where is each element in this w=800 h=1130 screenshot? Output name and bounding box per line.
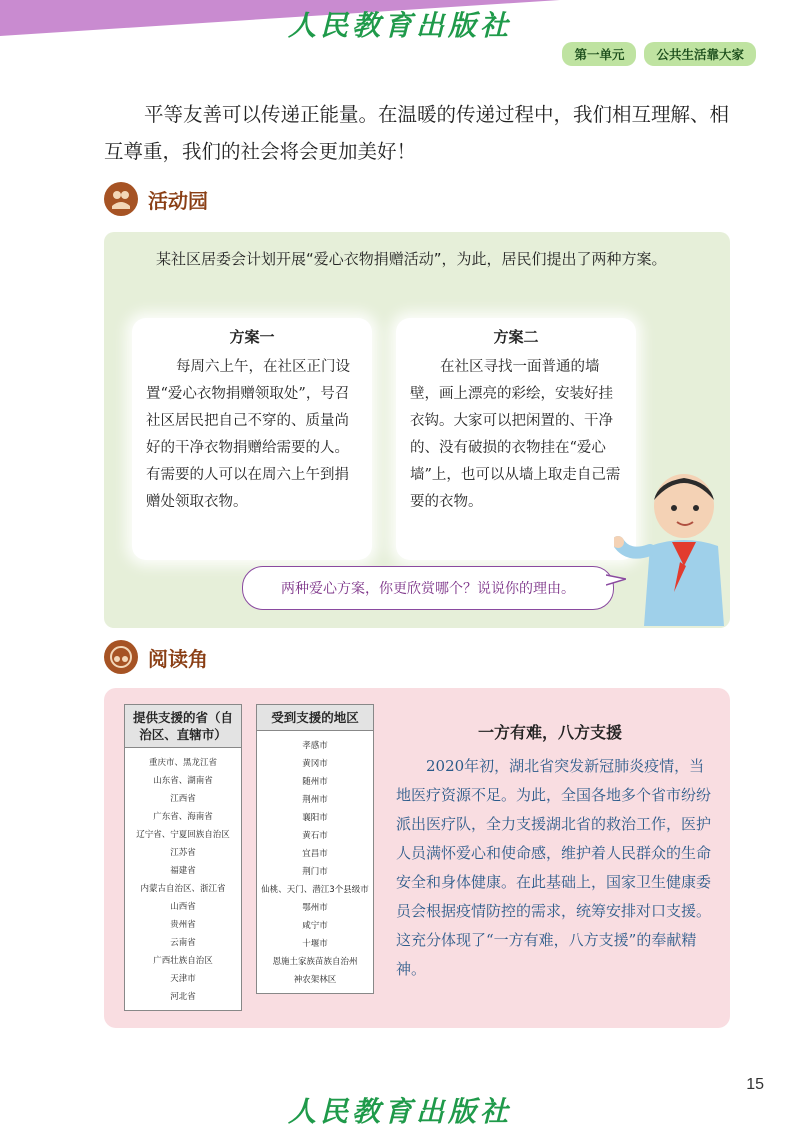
- plan-title-1: 方案一: [229, 328, 275, 346]
- table-row: 荆门市: [302, 867, 328, 877]
- table-row: 恩施土家族苗族自治州: [272, 957, 358, 967]
- supported-regions-list: [257, 731, 373, 993]
- unit-title-tag: 公共生活靠大家: [644, 42, 756, 66]
- question-bubble: 两种爱心方案，你更欣赏哪个？说说你的理由。: [242, 566, 614, 610]
- plan-body-2: 在社区寻找一面普通的墙壁，画上漂亮的彩绘，安装好挂衣钩。大家可以把闲置的、干净的、没有破损的衣物挂在“爱心墙”上，也可以从墙上取走自己需要的衣物。: [410, 359, 621, 510]
- table-row: 鄂州市: [302, 903, 328, 913]
- table-row: 江西省: [170, 794, 196, 804]
- table-row: 孝感市: [302, 741, 328, 751]
- page-number: 15: [746, 1076, 764, 1093]
- table-row: 云南省: [170, 938, 196, 948]
- activity-section-title: 活动园: [148, 188, 208, 213]
- table-row: 河北省: [170, 992, 196, 1002]
- table-row: 山东省、湖南省: [153, 776, 213, 786]
- table-row: 随州市: [302, 777, 328, 787]
- supporting-provinces-header: 提供支援的省（自治区、直辖市）: [125, 705, 241, 748]
- table-row: 黄石市: [302, 831, 328, 841]
- publisher-logo-bottom: 人民教育出版社: [287, 1095, 512, 1128]
- intro-paragraph: 平等友善可以传递正能量。在温暖的传递过程中，我们相互理解、相互尊重，我们的社会将会更加美好！: [104, 103, 730, 163]
- reading-article-title: 一方有难，八方支援: [477, 723, 622, 742]
- reading-article-body: 2020年初，湖北省突发新冠肺炎疫情，当地医疗资源不足。为此，全国各地多个省市纷纷派出医疗队，全力支援湖北省的救治工作，医护人员满怀爱心和使命感，维护着人民群众的生命安全和身体健康。在此基础上，国家卫生健康委员会根据疫情防控的需求，统筹安排对口支援。这充分体现了“一方有难，八方支援”的奉献精神。: [396, 757, 712, 978]
- publisher-logo-top: 人民教育出版社: [287, 9, 512, 42]
- plan-title-2: 方案二: [493, 328, 539, 346]
- supported-regions-header: 受到支援的地区: [257, 705, 373, 731]
- table-row: 襄阳市: [302, 813, 328, 823]
- table-row: 广西壮族自治区: [153, 956, 213, 966]
- plan-card-1: [132, 318, 372, 560]
- supporting-provinces-list: [125, 748, 241, 1010]
- table-row: 天津市: [170, 974, 196, 984]
- plan-body-1: 每周六上午，在社区正门设置“爱心衣物捐赠领取处”，号召社区居民把自己不穿的、质量尚好的干净衣物捐赠给需要的人。有需要的人可以在周六上午到捐赠处领取衣物。: [146, 359, 350, 510]
- table-row: 山西省: [170, 902, 196, 912]
- table-row: 十堰市: [302, 939, 328, 949]
- supported-regions-table: [256, 704, 374, 994]
- reading-icon: [104, 640, 138, 674]
- table-row: 广东省、海南省: [153, 812, 213, 822]
- table-row: 神农架林区: [293, 975, 337, 985]
- table-row: 黄冈市: [302, 759, 328, 769]
- table-row: 贵州省: [170, 920, 196, 930]
- activity-intro: 某社区居委会计划开展“爱心衣物捐赠活动”，为此，居民们提出了两种方案。: [156, 250, 667, 268]
- table-row: 内蒙古自治区、浙江省: [140, 884, 226, 894]
- plan-card-2: [396, 318, 636, 560]
- reading-section-title: 阅读角: [148, 646, 208, 671]
- supporting-provinces-table: [124, 704, 242, 1011]
- table-row: 重庆市、黑龙江省: [148, 758, 217, 768]
- table-row: 咸宁市: [302, 921, 328, 931]
- table-row: 福建省: [170, 866, 196, 876]
- activity-section-header: [104, 182, 208, 216]
- reading-section-header: [104, 640, 208, 674]
- table-row: 宜昌市: [302, 849, 328, 859]
- table-row: 辽宁省、宁夏回族自治区: [136, 830, 230, 840]
- unit-tags: [562, 42, 756, 66]
- hands-icon: [104, 182, 138, 216]
- table-row: 仙桃、天门、潜江3个县级市: [261, 885, 369, 895]
- table-row: 江苏省: [170, 848, 196, 858]
- unit-tag: 第一单元: [562, 42, 636, 66]
- boy-illustration: [614, 466, 744, 632]
- table-row: 荆州市: [302, 795, 328, 805]
